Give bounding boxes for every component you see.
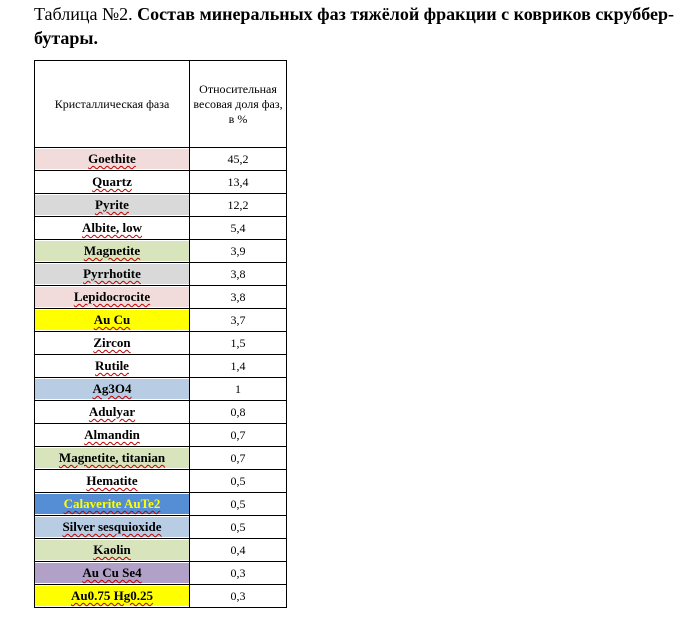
table-row — [35, 401, 287, 424]
phase-highlight — [35, 379, 189, 399]
phase-name: Au Cu — [93, 312, 131, 327]
phase-highlight — [35, 149, 189, 169]
phase-name: Zircon — [93, 335, 131, 350]
table-row — [35, 562, 287, 585]
phase-value: 3,8 — [190, 263, 287, 286]
phase-name: Lepidocrocite — [73, 289, 151, 304]
phase-highlight — [35, 448, 189, 468]
mineral-phase-table — [34, 60, 287, 608]
table-body — [35, 148, 287, 608]
phase-cell — [35, 171, 190, 194]
phase-cell — [35, 424, 190, 447]
phase-cell — [35, 539, 190, 562]
phase-value: 0,4 — [190, 539, 287, 562]
phase-highlight — [35, 287, 189, 307]
phase-name: Albite, low — [82, 220, 142, 235]
phase-cell — [35, 401, 190, 424]
table-row — [35, 355, 287, 378]
phase-highlight — [35, 425, 189, 445]
phase-name: Ag3O4 — [92, 381, 132, 396]
phase-name: Pyrrhotite — [83, 266, 141, 281]
phase-name: Quartz — [92, 174, 132, 189]
phase-name: Au Cu Se4 — [82, 565, 142, 580]
phase-name: Au0.75 Hg0.25 — [71, 588, 153, 603]
phase-value: 45,2 — [190, 148, 287, 171]
phase-highlight — [35, 586, 189, 606]
phase-name: Rutile — [95, 358, 129, 373]
phase-name: Goethite — [88, 151, 136, 166]
table-row — [35, 447, 287, 470]
phase-value: 0,3 — [190, 585, 287, 608]
phase-highlight — [35, 402, 189, 422]
phase-cell — [35, 493, 190, 516]
phase-cell — [35, 286, 190, 309]
table-row — [35, 424, 287, 447]
table-row — [35, 516, 287, 539]
phase-highlight — [35, 563, 189, 583]
phase-value: 13,4 — [190, 171, 287, 194]
phase-cell — [35, 355, 190, 378]
phase-highlight — [35, 172, 189, 192]
phase-cell — [35, 447, 190, 470]
table-row — [35, 378, 287, 401]
phase-value: 0,5 — [190, 516, 287, 539]
phase-highlight — [35, 310, 189, 330]
caption-title: Состав минеральных фаз тяжёлой фракции с ковриков скруббер-бутары. — [34, 4, 674, 48]
phase-name: Magnetite, titanian — [58, 450, 166, 465]
phase-name: Pyrite — [95, 197, 129, 212]
table-row — [35, 585, 287, 608]
phase-highlight — [35, 264, 189, 284]
phase-cell — [35, 378, 190, 401]
table-row — [35, 493, 287, 516]
phase-value: 3,8 — [190, 286, 287, 309]
phase-name: Kaolin — [93, 542, 131, 557]
table-row — [35, 148, 287, 171]
phase-highlight — [35, 333, 189, 353]
phase-cell — [35, 470, 190, 493]
table-row — [35, 240, 287, 263]
phase-cell — [35, 585, 190, 608]
phase-value: 0,5 — [190, 493, 287, 516]
phase-name: Calaverite AuTe2 — [63, 496, 161, 511]
table-row — [35, 470, 287, 493]
table-row — [35, 263, 287, 286]
phase-highlight — [35, 540, 189, 560]
phase-cell — [35, 309, 190, 332]
phase-cell — [35, 217, 190, 240]
phase-name: Magnetite — [83, 243, 141, 258]
phase-cell — [35, 148, 190, 171]
phase-cell — [35, 240, 190, 263]
phase-cell — [35, 562, 190, 585]
phase-highlight — [35, 471, 189, 491]
phase-cell — [35, 332, 190, 355]
table-header-row — [35, 61, 287, 148]
phase-value: 5,4 — [190, 217, 287, 240]
phase-value: 3,9 — [190, 240, 287, 263]
caption-prefix: Таблица №2. — [34, 4, 138, 24]
phase-name: Almandin — [84, 427, 140, 442]
phase-value: 0,3 — [190, 562, 287, 585]
phase-value: 0,5 — [190, 470, 287, 493]
phase-name: Silver sesquioxide — [62, 519, 162, 534]
table-row — [35, 194, 287, 217]
phase-cell — [35, 263, 190, 286]
phase-value: 1,5 — [190, 332, 287, 355]
phase-highlight — [35, 195, 189, 215]
phase-value: 1,4 — [190, 355, 287, 378]
table-row — [35, 217, 287, 240]
table-caption — [34, 2, 674, 50]
phase-highlight — [35, 494, 189, 514]
phase-value: 0,7 — [190, 447, 287, 470]
phase-highlight — [35, 218, 189, 238]
phase-highlight — [35, 356, 189, 376]
phase-cell — [35, 516, 190, 539]
table-row — [35, 286, 287, 309]
phase-value: 12,2 — [190, 194, 287, 217]
phase-value: 0,8 — [190, 401, 287, 424]
table-row — [35, 539, 287, 562]
table-row — [35, 309, 287, 332]
table-row — [35, 171, 287, 194]
header-value: Относительная весовая доля фаз, в % — [190, 61, 287, 148]
phase-highlight — [35, 241, 189, 261]
phase-value: 1 — [190, 378, 287, 401]
phase-name: Adulyar — [88, 404, 136, 419]
header-phase: Кристаллическая фаза — [35, 61, 190, 148]
phase-cell — [35, 194, 190, 217]
phase-value: 3,7 — [190, 309, 287, 332]
table-row — [35, 332, 287, 355]
phase-highlight — [35, 517, 189, 537]
phase-name: Hematite — [86, 473, 138, 488]
phase-value: 0,7 — [190, 424, 287, 447]
